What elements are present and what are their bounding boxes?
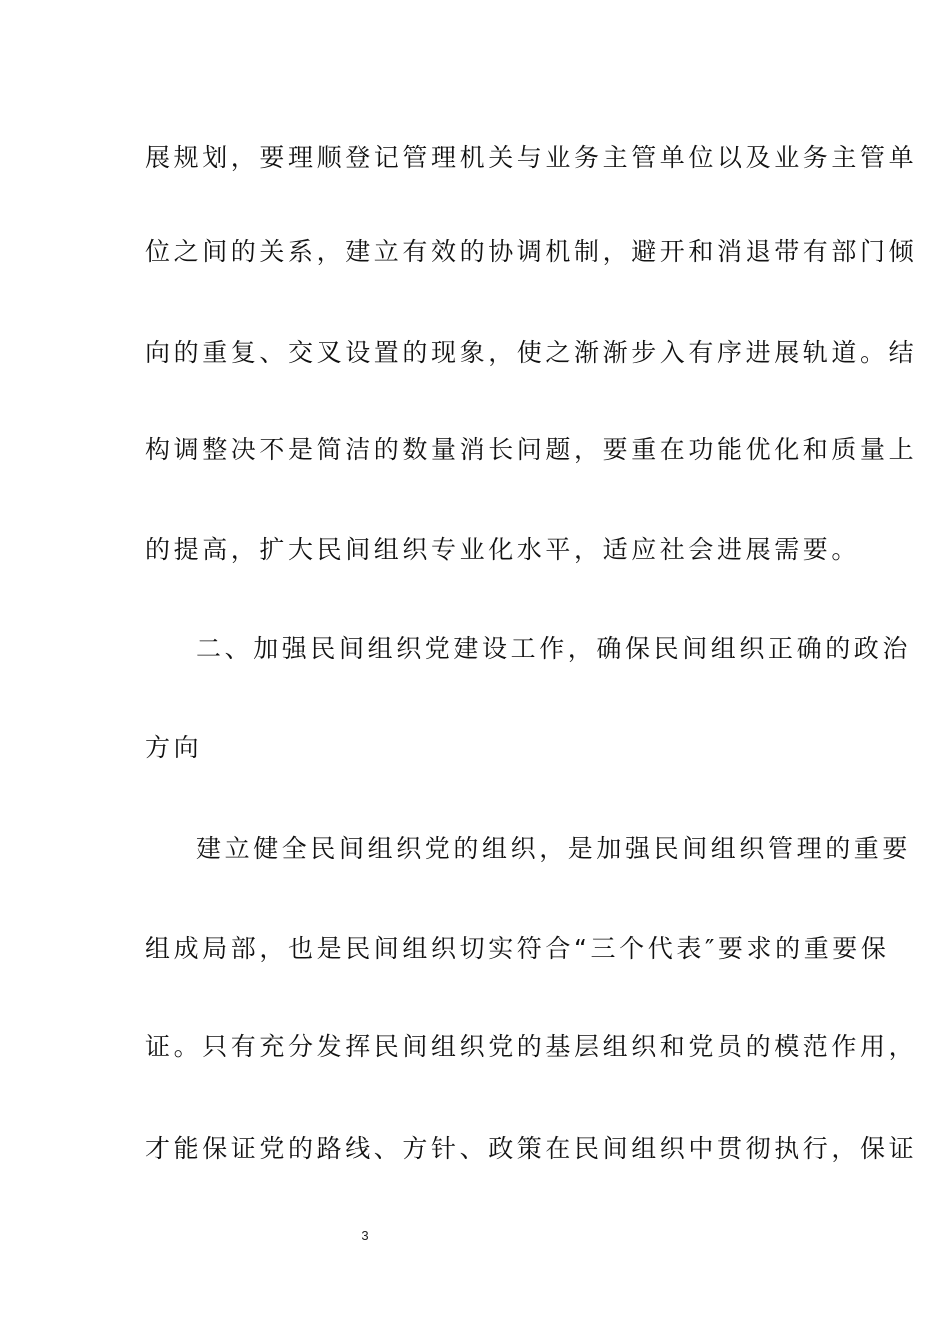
body-text-line: 向的重复、交叉设置的现象，使之渐渐步入有序进展轨道。结 <box>145 338 918 367</box>
body-text-line: 才能保证党的路线、方针、政策在民间组织中贯彻执行，保证 <box>145 1134 918 1163</box>
body-text-line: 的提高，扩大民间组织专业化水平，适应社会进展需要。 <box>145 535 861 564</box>
body-text-line: 展规划，要理顺登记管理机关与业务主管单位以及业务主管单 <box>145 143 918 172</box>
section-heading-line: 二、加强民间组织党建设工作，确保民间组织正确的政治 <box>196 634 912 663</box>
body-text-line: 证。只有充分发挥民间组织党的基层组织和党员的模范作用， <box>145 1032 918 1061</box>
body-text-line: 建立健全民间组织党的组织，是加强民间组织管理的重要 <box>196 834 912 863</box>
body-text-line: 构调整决不是简洁的数量消长问题，要重在功能优化和质量上 <box>145 435 918 464</box>
section-heading-line: 方向 <box>145 733 203 762</box>
body-text-line: 组成局部，也是民间组织切实符合“三个代表″要求的重要保 <box>145 934 890 963</box>
page-number: 3 <box>361 1228 369 1243</box>
body-text-line: 位之间的关系，建立有效的协调机制，避开和消退带有部门倾 <box>145 237 918 266</box>
